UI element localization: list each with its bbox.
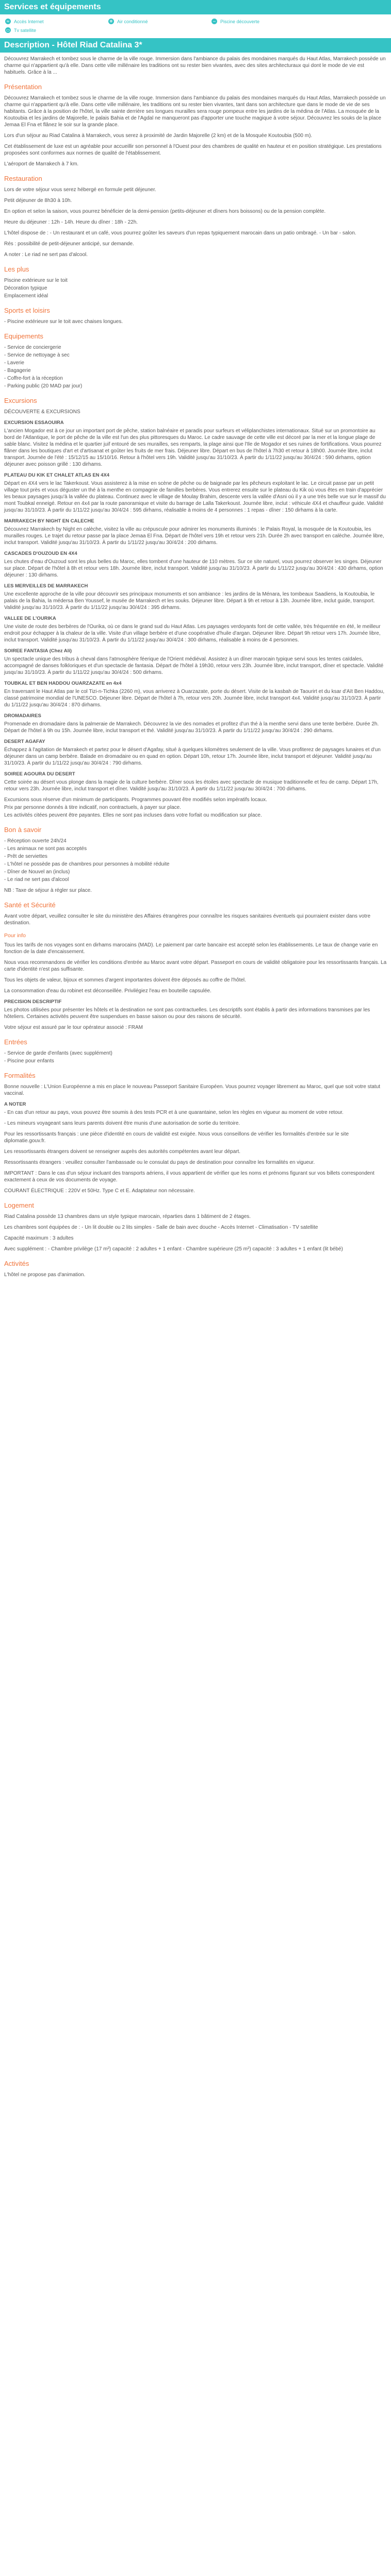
excursion-item: [4, 518, 387, 546]
excursion-title: LES MERVEILLES DE MARRAKECH: [4, 583, 88, 589]
excursion-item: [4, 680, 387, 708]
bon-a-savoir-item: - Les animaux ne sont pas acceptés: [4, 846, 87, 852]
section-title-activites: Activités: [4, 1260, 29, 1267]
formalites-text: - En cas d'un retour au pays, vous pouvez être soumis à des tests PCR et à une quarantaine, selon les règles en vigueur au moment de votre retour.: [4, 1110, 344, 1115]
amenity-pool: [211, 19, 315, 24]
excursion-item: [4, 648, 387, 676]
sante-text: Nous vous recommandons de vérifier les conditions d'entrée au Maroc avant votre départ. Passeport en cours de validité obligatoire pour les ressortissants français. La carte d'identité n'est pas suffisante.: [4, 960, 387, 972]
section-title-sports: Sports et loisirs: [4, 307, 50, 314]
equipement-item: - Laverie: [4, 360, 24, 366]
excursion-item: [4, 771, 387, 792]
excursion-title: SOIREE FANTASIA (Chez Ali): [4, 648, 72, 654]
description-content: [0, 53, 391, 1285]
formalites-text: COURANT ÉLECTRIQUE : 220V et 50Hz. Type C et E. Adaptateur non nécessaire.: [4, 1188, 195, 1194]
activites-text: L'hôtel ne propose pas d'animation.: [4, 1272, 86, 1278]
formalites-text: Les ressortissants étrangers doivent se renseigner auprès des autorités compétentes avant leur départ.: [4, 1149, 241, 1155]
excursion-item: [4, 550, 387, 579]
equipement-item: - Coffre-fort à la réception: [4, 376, 63, 381]
amenity-label: Piscine découverte: [220, 19, 260, 24]
intro-text: Découvrez Marrakech et tombez sous le charme de la ville rouge. Immersion dans l'ambiance du palais des mondaines marqués du Haut Atlas, Marrakech possède un charme qui n'appartient qu'à elle. Dans cette ville millénaire les traditions ont su rester bien vivantes, avec des sites architecturaux qui dont le mode de vie est habituels. Grâce à la ...: [4, 56, 386, 75]
precision-text: Les photos utilisées pour présenter les hôtels et la destination ne sont pas contractuelles. Les descriptifs sont établis à partir des informations transmises par les hôteliers. Certaines activités peuvent être suspendues en basse saison ou pour des raisons de sécurité.: [4, 1007, 370, 1020]
sante-text: Avant votre départ, veuillez consulter le site du ministère des Affaires étrangères pour connaître les risques sanitaires éventuels qui pourraient exister dans votre destination.: [4, 913, 371, 926]
sante-text: Tous les objets de valeur, bijoux et sommes d'argent importantes doivent être déposés au coffre de l'hôtel.: [4, 977, 246, 983]
sante-text: Tous les tarifs de nos voyages sont en dirhams marocains (MAD). Le paiement par carte bancaire est accepté selon les établissements. Le taux de change varie en fonction de la date d'encaissement.: [4, 942, 378, 955]
entrees-item: - Piscine pour enfants: [4, 1058, 54, 1064]
equipement-item: - Parking public (20 MAD par jour): [4, 383, 83, 389]
excursion-text: Départ en 4X4 vers le lac Takerkoust. Vous assisterez à la mise en scène de pêche ou de baignade par les pêcheurs exploitant le lac. Le circuit passe par un petit village tout près et vous déguster un thé à la menthe en compagnie de familles berbères. Vous entrerez ensuite sur le plateau du Kik où vous êtes en train d'apprécier les beaux paysages jusqu'à la vallée du plateau. Continuez avec le village de Moulay Brahim, descente vers la vallée d'Asni où il y a une très belle vue sur le massif du mont Toubkal enneigé. Retour en 4x4 par la route panoramique et visite du barrage de Lalla Takerkoust. Journée libre, inclut : véhicule 4X4 et chauffeur guide. Validité jusqu'au 31/10/23. À partir du 1/11/22 jusqu'au 30/4/24 : 595 dirhams, réalisable à moins de 4 personnes : 1 repas - dîner : 150 dirhams à la carte.: [4, 481, 386, 513]
excursions-footer: Excursions sous réserve d'un minimum de participants. Programmes pouvant être modifiés selon impératifs locaux.: [4, 797, 267, 803]
subsection-title-pour-info: Pour info: [4, 933, 26, 939]
bon-a-savoir-item: - Dîner de Nouvel an (inclus): [4, 869, 70, 875]
section-title-logement: Logement: [4, 1201, 34, 1209]
amenities-header: Services et équipements: [0, 0, 391, 14]
section-title-presentation: Présentation: [4, 83, 42, 91]
bon-a-savoir-item: NB : Taxe de séjour à régler sur place.: [4, 888, 92, 893]
presentation-text: Lors d'un séjour au Riad Catalina à Marrakech, vous serez à proximité de Jardin Majorelle (2 km) et de la Mosquée Koutoubia (500 m).: [4, 133, 313, 139]
section-title-bon-a-savoir: Bon à savoir: [4, 826, 42, 834]
description-header: Description - Hôtel Riad Catalina 3*: [0, 38, 391, 53]
restauration-text: En option et selon la saison, vous pourrez bénéficier de la demi-pension (petits-déjeuner et dîners hors boissons) ou de la pension complète.: [4, 209, 326, 214]
bon-a-savoir-item: - L'hôtel ne possède pas de chambres pour personnes à mobilité réduite: [4, 861, 170, 867]
excursion-title: TOUBKAL ET BEN HADDOU OUARZAZATE en 4x4: [4, 681, 122, 686]
section-title-excursions: Excursions: [4, 397, 37, 404]
equipement-item: - Service de conciergerie: [4, 345, 61, 350]
bon-a-savoir-item: - Réception ouverte 24h/24: [4, 838, 67, 844]
formalites-text: Pour les ressortissants français : une pièce d'identité en cours de validité est exigée. Nous vous conseillons de vérifier les formalités d'entrée sur le site diplomatie.gouv.fr.: [4, 1131, 349, 1144]
contact-text: Votre séjour est assuré par le tour opérateur associé : FRAM: [4, 1025, 143, 1030]
amenity-internet: [5, 19, 108, 24]
excursion-title: DESERT AGAFAY: [4, 739, 45, 744]
logement-text: Les chambres sont équipées de : - Un lit double ou 2 lits simples - Salle de bain avec douche - Accès Internet - Climatisation - TV satellite: [4, 1225, 318, 1230]
excursion-text: Les chutes d'eau d'Ouzoud sont les plus belles du Maroc, elles tombent d'une hauteur de 110 mètres. Sur ce site naturel, vous pourrez observer les singes. Déjeuner sur place. Départ de l'hôtel à 8h et retour vers 18h. Journée libre, inclut transport. Validité jusqu'au 31/10/23. À partir du 1/11/22 jusqu'au 30/4/24 : 430 dirhams, option déjeuner : 130 dirhams.: [4, 559, 383, 578]
restauration-text: Lors de votre séjour vous serez hébergé en formule petit déjeuner.: [4, 187, 156, 193]
restauration-text: Heure du déjeuner : 12h - 14h. Heure du dîner : 18h - 22h.: [4, 219, 138, 225]
excursion-title: EXCURSION ESSAOUIRA: [4, 420, 64, 426]
les-plus-item: Décoration typique: [4, 285, 47, 291]
snowflake-icon: ❄: [108, 19, 114, 24]
pool-icon: ~: [211, 19, 217, 24]
excursion-text: Un spectacle unique des tribus à cheval dans l'atmosphère féerique de l'Orient médiéval. Assistez à un dîner marocain typique servi sous les tentes caïdales, accompagné de danses folkloriques et d'un spectacle de fantasia. Départ de l'hôtel à 19h30, retour vers 23h. Journée libre, inclut transport, dîner et spectacle. Validité jusqu'au 31/10/23. À partir du 1/11/22 jusqu'au 30/4/24 : 500 dirhams.: [4, 656, 384, 675]
formalites-note-title: A NOTER: [4, 1101, 26, 1107]
excursion-text: En traversant le Haut Atlas par le col Tizi-n-Tichka (2260 m), vous arriverez à Ouarzazate, porte du désert. Visite de la kasbah de Taourirt et du ksar d'Aït Ben Haddou, classé patrimoine mondial de l'UNESCO. Déjeuner libre. Départ de l'hôtel à 7h, retour vers 20h. Journée libre, inclut transport 4x4. Validité jusqu'au 31/10/23. À partir du 1/11/22 jusqu'au 30/4/24 : 870 dirhams.: [4, 689, 385, 708]
excursion-text: Découvrez Marrakech by Night en calèche, visitez la ville au crépuscule pour admirer les monuments illuminés : le Palais Royal, la mosquée de la Koutoubia, les murailles rouges. Le trajet du retour passe par la place Jemaa El Fna. Départ de l'hôtel vers 19h et retour vers 21h. Durée 2h avec transport en calèche. Journée libre, inclut transport. Validité jusqu'au 31/10/23. À partir du 1/11/22 jusqu'au 30/4/24 : 200 dirhams.: [4, 527, 384, 546]
excursions-footer: Les activités citées peuvent être payantes. Elles ne sont pas incluses dans votre forfait ou modification sur place.: [4, 812, 262, 818]
excursions-intro: DÉCOUVERTE & EXCURSIONS: [4, 409, 80, 415]
excursion-item: [4, 738, 387, 767]
amenity-label: Accès Internet: [14, 19, 44, 24]
excursion-text: Échappez à l'agitation de Marrakech et partez pour le désert d'Agafay, situé à quelques kilomètres seulement de la ville. Vous profiterez de paysages lunaires et d'un déjeuner dans un camp berbère. Balade en dromadaire ou en quad en option. Départ 10h, retour 17h. Journée libre, inclut transport et déjeuner. Validité jusqu'au 31/10/23. À partir du 1/11/22 jusqu'au 30/4/24 : 790 dirhams.: [4, 747, 381, 766]
tv-icon: ▭: [6, 28, 10, 32]
excursion-text: Promenade en dromadaire dans la palmeraie de Marrakech. Découvrez la vie des nomades et profitez d'un thé à la menthe servi dans une tente berbère. Durée 2h. Départ de l'hôtel à 9h ou 15h. Journée libre, inclut transport et thé. Validité jusqu'au 31/10/23. À partir du 1/11/22 jusqu'au 30/4/24 : 290 dirhams.: [4, 721, 379, 734]
amenities-list: [0, 14, 391, 38]
restauration-text: Petit déjeuner de 8h30 à 10h.: [4, 198, 72, 204]
section-title-sante: Santé et Sécurité: [4, 901, 56, 909]
excursion-item: [4, 615, 387, 643]
equipement-item: - Service de nettoyage à sec: [4, 352, 70, 358]
wifi-icon: ≈: [5, 19, 11, 24]
les-plus-item: Emplacement idéal: [4, 293, 48, 299]
excursion-text: L'ancien Mogador est à ce jour un important port de pêche, station balnéaire et paradis pour surfeurs et véliplanchistes internationaux. Situé sur un promontoire au bord de l'Atlantique, le port de pêche de la ville est l'un des plus pittoresques du Maroc. Le cadre sauvage de cette ville est décoré par la mer et la longue plage de sable blanc. Visitez la médina et le quartier juif entouré de ses murailles, ses remparts, la plage ainsi que l'Ile de Mogador et ses ruines de fortifications. Vous pourrez flâner dans les boutiques d'art et d'artisanat et goûter les fruits de mer frais. Déjeuner libre. Départ en bus de l'hôtel à 7h30 et retour à 18h00. Journée libre, inclut transport. Journée de l'été : 15/12/15 au 15/10/16. Retour à l'hôtel vers 19h. Validité jusqu'au 31/10/23. À partir du 1/11/22 jusqu'au 30/4/24 : 590 dirhams, option déjeuner avec poisson grillé : 130 dirhams.: [4, 428, 382, 467]
formalites-text: Ressortissants étrangers : veuillez consulter l'ambassade ou le consulat du pays de destination pour connaître les formalités en vigueur.: [4, 1160, 315, 1165]
amenity-tv: [5, 27, 108, 33]
excursion-text: Cette soirée au désert vous plonge dans la magie de la culture berbère. Dîner sous les étoiles avec spectacle de musique traditionnelle et feu de camp. Départ 17h, retour vers 23h. Journée libre, inclut transport et dîner. Validité jusqu'au 31/10/23. À partir du 1/11/22 jusqu'au 30/4/24 : 700 dirhams.: [4, 779, 379, 792]
formalites-text: IMPORTANT : Dans le cas d'un séjour incluant des transports aériens, il vous appartient de vérifier que les noms et prénoms figurant sur vos billets correspondent exactement à ceux de vos documents de voyage.: [4, 1171, 374, 1183]
formalites-text: - Les mineurs voyageant sans leurs parents doivent être munis d'une autorisation de sortie du territoire.: [4, 1121, 240, 1126]
restauration-text: A noter : Le riad ne sert pas d'alcool.: [4, 252, 88, 258]
excursion-title: CASCADES D'OUZOUD EN 4X4: [4, 551, 77, 556]
bon-a-savoir-item: - Le riad ne sert pas d'alcool: [4, 877, 69, 883]
excursion-title: DROMADAIRES: [4, 713, 41, 719]
sante-text: La consommation d'eau du robinet est déconseillée. Privilégiez l'eau en bouteille capsulée.: [4, 988, 211, 994]
sports-text: - Piscine extérieure sur le toit avec chaises longues.: [4, 319, 123, 325]
section-title-equipements: Equipements: [4, 332, 43, 340]
presentation-text: Découvrez Marrakech et tombez sous le charme de la ville rouge. Immersion dans l'ambiance du palais des mondaines marqués du Haut Atlas, Marrakech possède un charme qui n'appartient qu'à elle. Dans cette ville millénaire, les traditions ont su rester bien vivantes, tant dans son architecture que dans le mode de vie de ses habitants. Grâce à la position de l'hôtel, la ville sainte derrière ses longues murailles sera rouge pompeux entre les jardins de la médina de l'Atlas. La mosquée de la Koutoubia et les jardins de Majorelle, le palais Bahia et de l'Agdal ne manqueront pas d'apporter une touche magique à votre séjour. Découvrez les souks de la place Jemaa El Fna et flânez le soir sur la grande place.: [4, 95, 386, 128]
logement-text: Capacité maximum : 3 adultes: [4, 1235, 74, 1241]
excursion-item: [4, 713, 387, 734]
precision-title: PRECISION DESCRIPTIF: [4, 999, 62, 1005]
section-title-entrees: Entrées: [4, 1038, 27, 1046]
section-title-les-plus: Les plus: [4, 265, 29, 273]
excursions-footer: Prix par personne donnés à titre indicatif, non contractuels, à payer sur place.: [4, 805, 181, 810]
excursion-text: Une excellente approche de la ville pour découvrir ses principaux monuments et son ambiance : les jardins de la Ménara, les tombeaux Saadiens, la Koutoubia, le palais de la Bahia, la médersa Ben Youssef, le musée de Marrakech et les souks. Déjeuner libre. Départ à 9h et retour à 13h. Journée libre, inclut guide, transport. Validité jusqu'au 31/10/23. À partir du 1/11/22 jusqu'au 30/4/24 : 395 dirhams.: [4, 591, 375, 611]
excursion-item: [4, 419, 387, 468]
presentation-text: L'aéroport de Marrakech à 7 km.: [4, 161, 79, 167]
les-plus-item: Piscine extérieure sur le toit: [4, 278, 68, 283]
excursion-item: [4, 583, 387, 611]
excursion-item: [4, 472, 387, 514]
section-title-formalites: Formalités: [4, 1072, 36, 1079]
formalites-text: Bonne nouvelle : L'Union Européenne a mis en place le nouveau Passeport Sanitaire Européen. Vous pourrez voyager librement au Maroc, quel que soit votre statut vaccinal.: [4, 1084, 381, 1096]
excursion-title: MARRAKECH BY NIGHT EN CALECHE: [4, 518, 94, 524]
restauration-text: L'hôtel dispose de : - Un restaurant et un café, vous pourrez goûter les saveurs d'un repas typiquement marocain dans un patio ombragé. - Un bar - salon.: [4, 230, 356, 236]
equipement-item: - Bagagerie: [4, 368, 31, 374]
amenity-label: Air conditionné: [117, 19, 148, 24]
amenity-label: Tv satellite: [14, 27, 37, 33]
amenity-aircon: [108, 19, 211, 24]
excursion-title: PLATEAU DU KIK ET CHALET ATLAS EN 4X4: [4, 472, 110, 478]
section-title-restauration: Restauration: [4, 175, 42, 182]
excursion-title: VALLEE DE L'OURIKA: [4, 616, 56, 621]
excursion-title: SOIREE AGOURA DU DESERT: [4, 771, 75, 777]
presentation-text: Cet établissement de luxe est un agréable pour accueillir son personnel à l'Ouest pour des chambres de qualité en hauteur et en position stratégique. Les prestations proposées sont conformes aux normes de qualité de l'établissement.: [4, 144, 382, 156]
excursion-text: Une visite de route des berbères de l'Ourika, où ce dans le grand sud du Haut Atlas. Les paysages verdoyants font de cette vallée, très fréquentée en été, le meilleur endroit pour échapper à la chaleur de la ville. Visite d'un village berbère et d'une coopérative d'huile d'argan. Déjeuner libre. Départ 9h retour vers 17h. Journée libre, inclut transport. Validité jusqu'au 31/10/23. À partir du 1/11/22 jusqu'au 30/4/24 : 300 dirhams, réalisable à moins de 4 personnes.: [4, 624, 381, 643]
logement-text: Riad Catalina possède 13 chambres dans un style typique marocain, réparties dans 1 bâtiment de 2 étages.: [4, 1214, 251, 1219]
bon-a-savoir-item: - Prêt de serviettes: [4, 854, 47, 859]
restauration-text: Rés : possibilité de petit-déjeuner anticipé, sur demande.: [4, 241, 134, 247]
entrees-item: - Service de garde d'enfants (avec supplément): [4, 1050, 112, 1056]
logement-text: Avec supplément : - Chambre privilège (17 m²) capacité : 2 adultes + 1 enfant - Chambre supérieure (25 m²) capacité : 3 adultes + 1 enfant (lit bébé): [4, 1246, 343, 1252]
